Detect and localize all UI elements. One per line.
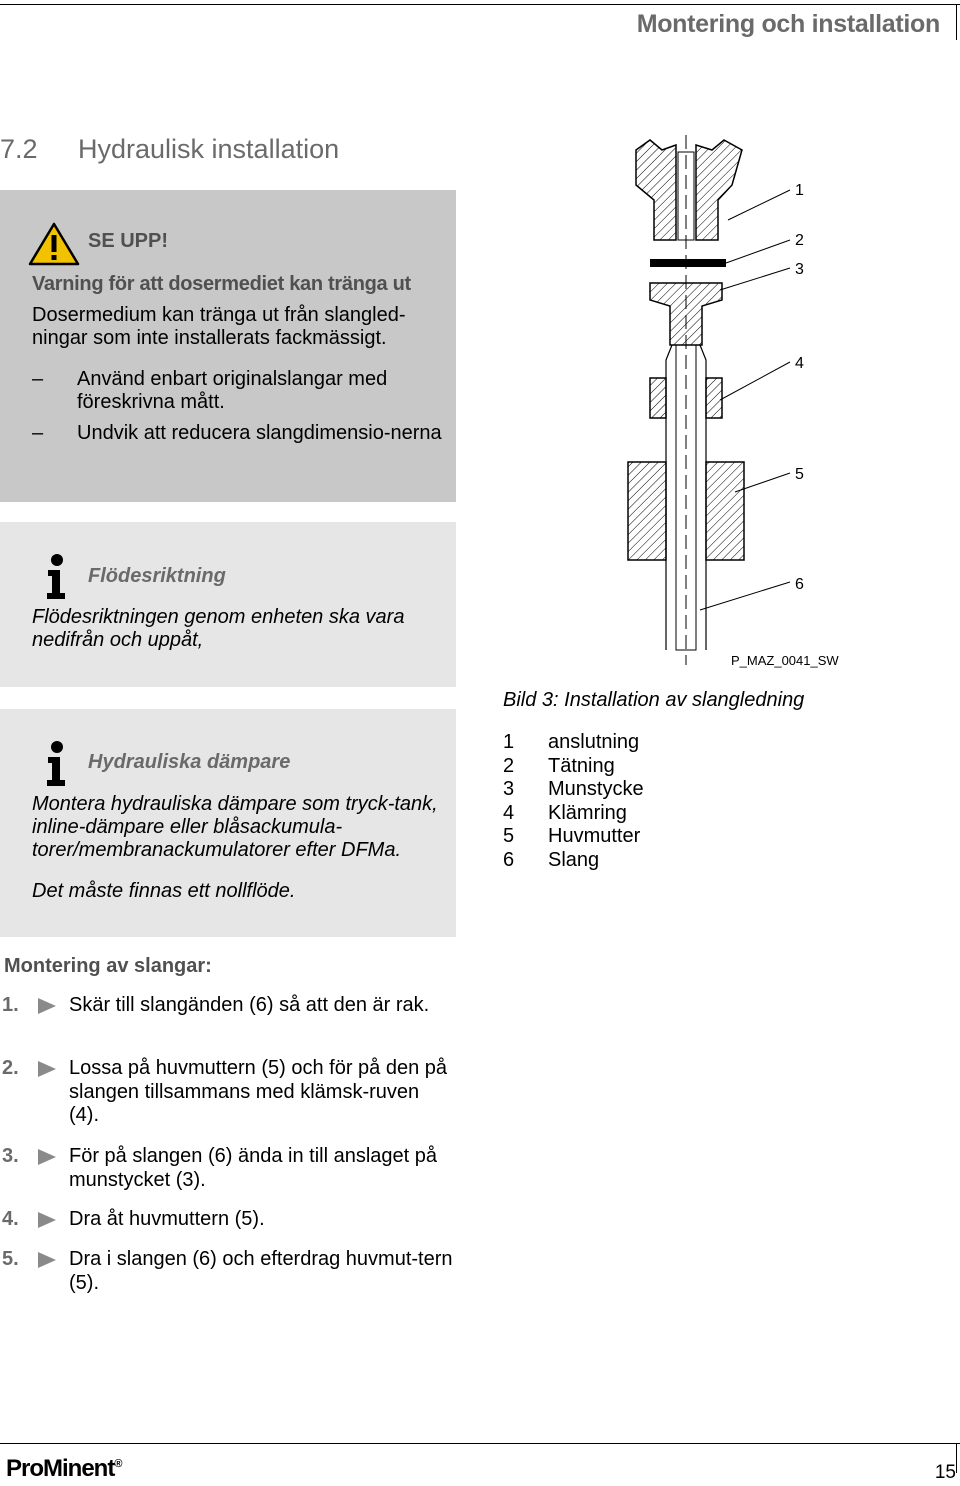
info-damper-title: Hydrauliska dämpare: [88, 751, 291, 773]
figure-label: 3: [795, 261, 804, 278]
step-number: 1.: [2, 994, 19, 1016]
running-header: Montering och installation: [636, 10, 940, 38]
step-item: [0, 1057, 460, 1132]
info-damper-text-2: Det måste finnas ett nollflöde.: [32, 880, 296, 902]
legend-item: [503, 778, 644, 802]
figure-code: P_MAZ_0041_SW: [731, 653, 839, 668]
footer-rule: [0, 1443, 960, 1444]
logo-registered-mark: ®: [114, 1458, 122, 1470]
legend-label: Huvmutter: [548, 825, 641, 848]
dash-bullet: –: [32, 422, 44, 444]
step-number: 2.: [2, 1057, 19, 1079]
figure-label: 2: [795, 232, 804, 249]
step-text: Dra åt huvmuttern (5).: [69, 1208, 265, 1230]
step-arrow-icon: [38, 1252, 56, 1268]
step-text: Lossa på huvmuttern (5) och för på den på slangen tillsammans med klämsk-ruven (4).: [69, 1057, 448, 1126]
legend-number: 2: [503, 754, 515, 777]
step-arrow-icon: [38, 1212, 56, 1228]
step-item: [0, 1248, 460, 1298]
header-rule: [0, 4, 960, 5]
legend-label: anslutning: [548, 731, 640, 753]
figure-caption: Bild 3: Installation av slangledning: [503, 689, 805, 711]
figure-label: 5: [795, 466, 804, 483]
step-number: 5.: [2, 1248, 19, 1270]
warning-triangle-icon: [28, 222, 80, 266]
legend-item: [503, 731, 644, 755]
legend-number: 1: [503, 731, 515, 753]
step-arrow-icon: [38, 998, 56, 1014]
header-rule-vertical: [956, 4, 957, 40]
legend-item: [503, 802, 644, 826]
legend-label: Munstycke: [548, 778, 644, 801]
step-arrow-icon: [38, 1061, 56, 1077]
info-damper-text: Montera hydrauliska dämpare som tryck-tank, inline-dämpare eller blåsackumula-torer/membranackumulatorer efter DFMa.: [32, 793, 438, 861]
logo-part: Pro: [6, 1455, 44, 1482]
legend-number: 6: [503, 848, 515, 871]
legend-label: Slang: [548, 848, 600, 871]
prominent-logo: [6, 1455, 121, 1483]
legend-number: 3: [503, 778, 515, 801]
step-item: [0, 1208, 460, 1234]
warning-title: SE UPP!: [88, 230, 169, 252]
legend-label: Tätning: [548, 754, 615, 777]
hose-installation-drawing: [520, 130, 950, 670]
legend-label: Klämring: [548, 801, 627, 824]
mounting-title: Montering av slangar:: [4, 955, 212, 977]
warning-list-item: [32, 368, 452, 414]
section-number: 7.2: [0, 134, 38, 164]
logo-part: Minent: [43, 1455, 115, 1482]
legend-item: [503, 825, 644, 849]
warning-list-item: [32, 422, 452, 445]
warning-subtitle: Varning för att dosermediet kan tränga ut: [32, 273, 411, 295]
info-icon: [44, 740, 68, 788]
info-box-flow: [0, 522, 456, 687]
step-number: 3.: [2, 1145, 19, 1167]
step-item: [0, 1145, 460, 1195]
footer-rule-vertical: [956, 1443, 957, 1473]
figure-label: 4: [795, 355, 804, 372]
dash-bullet: –: [32, 368, 44, 390]
legend-number: 4: [503, 801, 515, 824]
legend-number: 5: [503, 825, 515, 848]
info-flow-title: Flödesriktning: [88, 565, 226, 587]
figure-label: 1: [795, 182, 804, 199]
legend-item: [503, 755, 644, 779]
section-title: Hydraulisk installation: [78, 134, 340, 164]
figure-label: 6: [795, 576, 804, 593]
warning-list-text: Undvik att reducera slangdimensio-nerna: [77, 422, 442, 444]
legend-item: [503, 849, 644, 873]
step-text: Dra i slangen (6) och efterdrag huvmut-tern (5).: [69, 1248, 453, 1294]
step-item: [0, 994, 460, 1044]
step-text: Skär till slangänden (6) så att den är rak.: [69, 994, 430, 1016]
warning-text: Dosermedium kan tränga ut från slangled-ningar som inte installerats fackmässigt.: [32, 304, 406, 349]
step-text: För på slangen (6) ända in till anslaget på munstycket (3).: [69, 1145, 438, 1191]
info-icon: [44, 553, 68, 601]
step-number: 4.: [2, 1208, 19, 1230]
warning-list-text: Använd enbart originalslangar med föreskrivna mått.: [77, 368, 388, 413]
step-arrow-icon: [38, 1149, 56, 1165]
figure-legend: [503, 731, 644, 873]
warning-list: [32, 368, 452, 453]
page-number: 15: [934, 1462, 956, 1483]
info-flow-text: Flödesriktningen genom enheten ska vara nedifrån och uppåt,: [32, 606, 405, 651]
